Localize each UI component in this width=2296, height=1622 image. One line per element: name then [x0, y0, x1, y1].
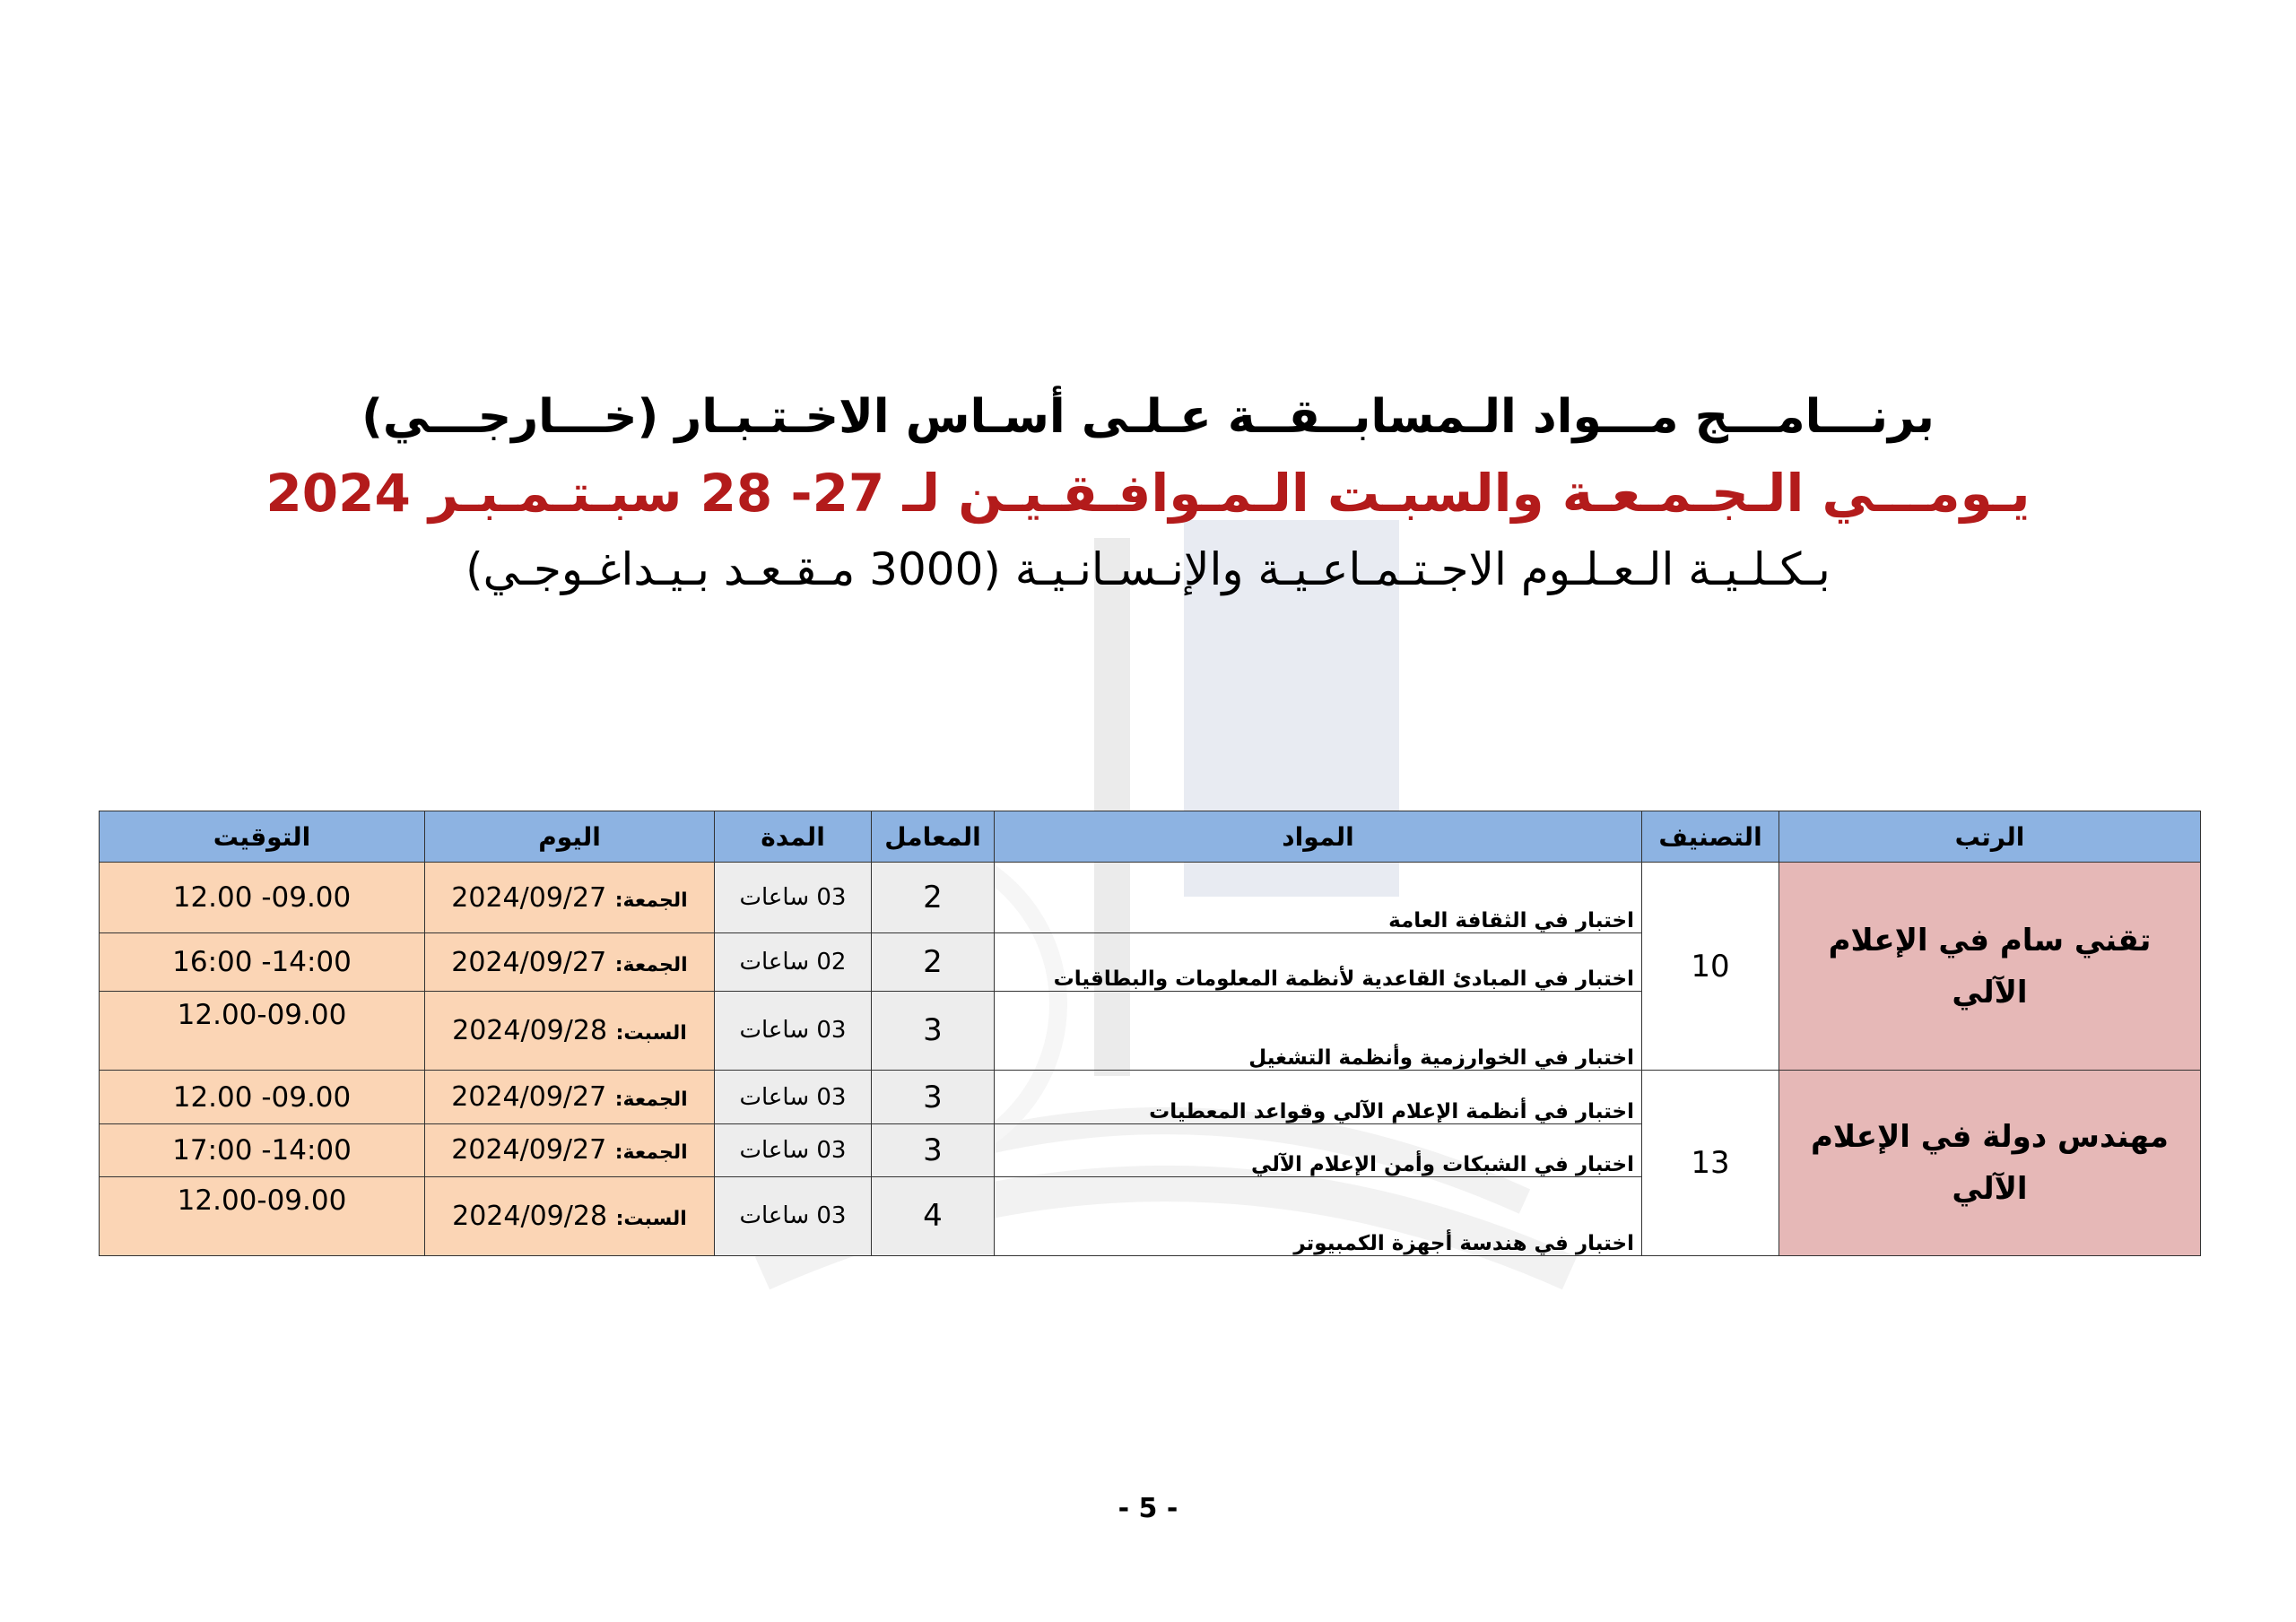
day-cell [425, 933, 715, 991]
duration-cell: 03 ساعات [715, 1176, 872, 1255]
table-header-row [100, 811, 2201, 863]
date-value: 2024/09/27 [451, 946, 607, 978]
table-row [100, 863, 2201, 933]
day-cell [425, 991, 715, 1070]
duration-cell: 02 ساعات [715, 933, 872, 991]
header-time: التوقيت [100, 811, 425, 863]
day-label: الجمعة: [614, 953, 688, 976]
header-day: اليوم [425, 811, 715, 863]
duration-cell: 03 ساعات [715, 1124, 872, 1176]
day-cell [425, 1071, 715, 1124]
coef-cell: 2 [872, 933, 995, 991]
time-cell: 12.00 -09.00 [100, 863, 425, 933]
subject-cell: اختبار في الخوارزمية وأنظمة التشغيل [995, 991, 1642, 1070]
date-value: 2024/09/27 [451, 881, 607, 914]
day-label: السبت: [615, 1021, 687, 1045]
subject-cell: اختبار في الثقافة العامة [995, 863, 1642, 933]
header-duration: المدة [715, 811, 872, 863]
time-cell: 12.00-09.00 [100, 1176, 425, 1255]
subject-cell: اختبار في الشبكات وأمن الإعلام الآلي [995, 1124, 1642, 1176]
day-label: الجمعة: [614, 1141, 688, 1165]
page-number: - 5 - [1118, 1493, 1178, 1524]
date-value: 2024/09/28 [452, 1200, 608, 1232]
exam-schedule-table [99, 811, 2201, 1256]
document-titles [0, 381, 2296, 605]
rank-cell: تقني سام في الإعلام الآلي [1779, 863, 2201, 1071]
coef-cell: 3 [872, 1124, 995, 1176]
day-label: السبت: [615, 1207, 687, 1230]
coef-cell: 3 [872, 1071, 995, 1124]
coef-cell: 4 [872, 1176, 995, 1255]
date-value: 2024/09/28 [452, 1014, 608, 1046]
rank-cell: مهندس دولة في الإعلام الآلي [1779, 1071, 2201, 1256]
title-line-2: يـومـــي الـجـمـعـة والسبـت الـمـوافـقـيـن لـ 27- 28 سبـتـمـبـر 2024 [265, 463, 2031, 524]
time-cell: 16:00 -14:00 [100, 933, 425, 991]
date-value: 2024/09/27 [451, 1081, 607, 1114]
header-rank: الرتب [1779, 811, 2201, 863]
header-subjects: المواد [995, 811, 1642, 863]
day-cell [425, 1176, 715, 1255]
class-cell: 10 [1642, 863, 1779, 1071]
duration-cell: 03 ساعات [715, 1071, 872, 1124]
time-cell: 17:00 -14:00 [100, 1124, 425, 1176]
time-cell: 12.00 -09.00 [100, 1071, 425, 1124]
title-line-1: برنـــامـــج مـــواد الـمسابــقــة عـلـى أسـاس الاخـتـبـار (خـــارجـــي) [361, 390, 1935, 444]
day-label: الجمعة: [614, 889, 688, 912]
subject-cell: اختبار في هندسة أجهزة الكمبيوتر [995, 1176, 1642, 1255]
title-line-3: بـكـلـيـة الـعـلـوم الاجـتـمـاعـيـة والإنـسـانـيـة (3000 مـقـعـد بـيـداغـوجـي) [465, 543, 1831, 595]
coef-cell: 3 [872, 991, 995, 1070]
day-label: الجمعة: [614, 1089, 688, 1112]
day-cell [425, 1124, 715, 1176]
duration-cell: 03 ساعات [715, 991, 872, 1070]
time-cell: 12.00-09.00 [100, 991, 425, 1070]
subject-cell: اختبار في المبادئ القاعدية لأنظمة المعلومات والبطاقيات [995, 933, 1642, 991]
coef-cell: 2 [872, 863, 995, 933]
date-value: 2024/09/27 [451, 1134, 607, 1167]
duration-cell: 03 ساعات [715, 863, 872, 933]
header-class: التصنيف [1642, 811, 1779, 863]
table-row [100, 1071, 2201, 1124]
day-cell [425, 863, 715, 933]
class-cell: 13 [1642, 1071, 1779, 1256]
subject-cell: اختبار في أنظمة الإعلام الآلي وقواعد المعطيات [995, 1071, 1642, 1124]
header-coef: المعامل [872, 811, 995, 863]
